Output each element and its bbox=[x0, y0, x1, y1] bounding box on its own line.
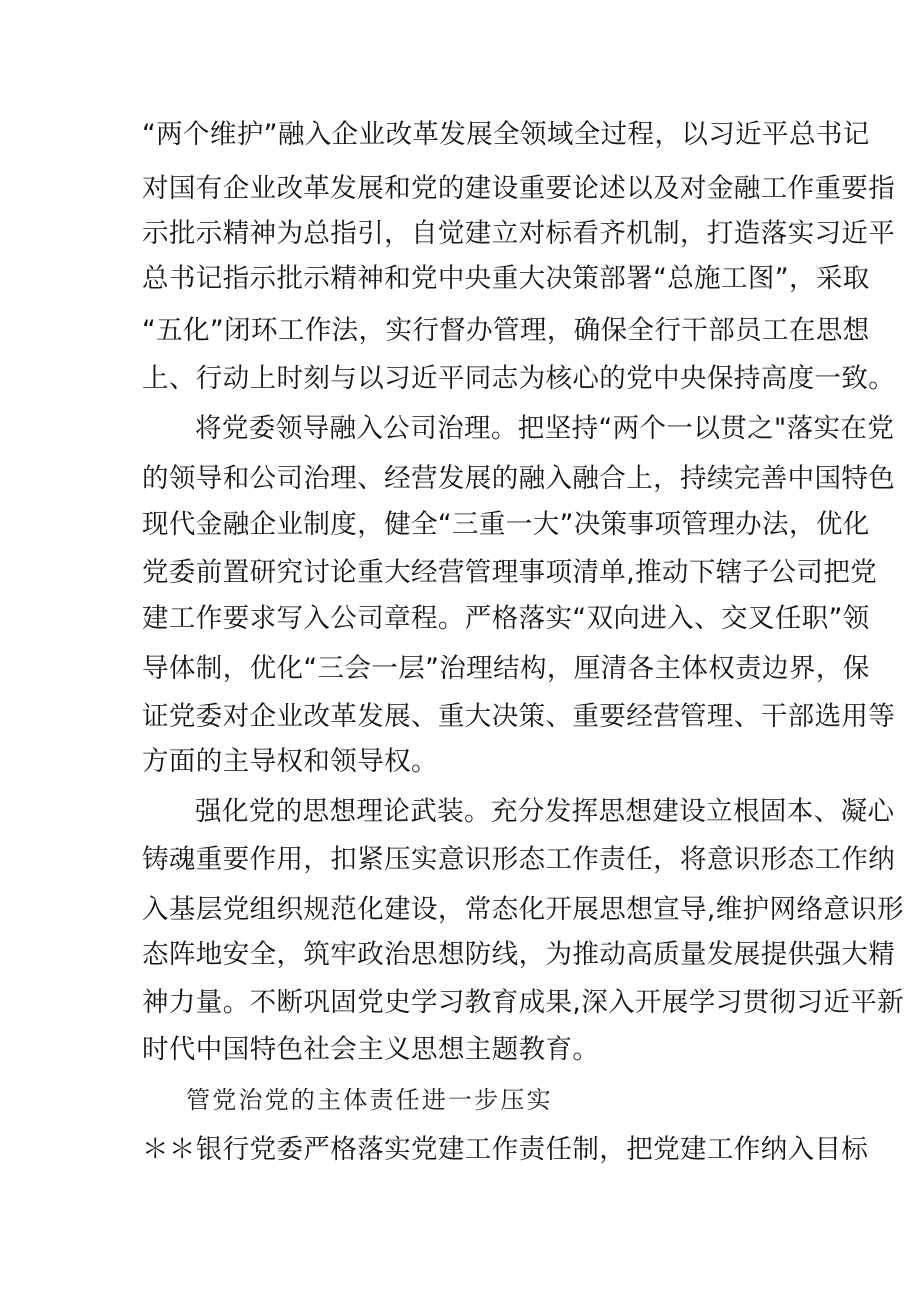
paragraph-line: “两个维护”融入企业改革发展全领域全过程，以习近平总书记 bbox=[142, 119, 870, 150]
section-subheading: 管党治党的主体责任进一步压实 bbox=[186, 1086, 553, 1114]
paragraph-line: 现代金融企业制度，健全“三重一大”决策事项管理办法，优化 bbox=[142, 509, 870, 540]
paragraph-line: 方面的主导权和领导权。 bbox=[142, 746, 438, 777]
paragraph-line: 上、行动上时刻与以习近平同志为核心的党中央保持高度一致。 bbox=[142, 363, 896, 394]
paragraph-line: 的领导和公司治理、经营发展的融入融合上，持续完善中国特色 bbox=[142, 463, 896, 494]
paragraph-line: 示批示精神为总指引，自觉建立对标看齐机制，打造落实习近平 bbox=[142, 218, 896, 249]
paragraph-line: 将党委领导融入公司治理。把坚持“两个一以贯之"落实在党 bbox=[195, 413, 895, 444]
paragraph-line: 导体制，优化“三会一层”治理结构，厘清各主体权责边界，保 bbox=[142, 653, 870, 684]
paragraph-line: 证党委对企业改革发展、重大决策、重要经营管理、干部选用等 bbox=[142, 701, 896, 732]
paragraph-line: 建工作要求写入公司章程。严格落实“双向进入、交叉任职”领 bbox=[142, 603, 870, 634]
paragraph-line: 神力量。不断巩固党史学习教育成果,深入开展学习贯彻习近平新 bbox=[142, 987, 905, 1018]
paragraph-line: “五化”闭环工作法，实行督办管理，确保全行干部员工在思想 bbox=[142, 315, 870, 346]
paragraph-line: ＊＊银行党委严格落实党建工作责任制，把党建工作纳入目标 bbox=[142, 1134, 869, 1165]
paragraph-line: 铸魂重要作用，扣紧压实意识形态工作责任，将意识形态工作纳 bbox=[142, 844, 896, 875]
paragraph-line: 对国有企业改革发展和党的建设重要论述以及对金融工作重要指 bbox=[142, 173, 896, 204]
paragraph-line: 态阵地安全，筑牢政治思想防线，为推动高质量发展提供强大精 bbox=[142, 939, 896, 970]
paragraph-line: 入基层党组织规范化建设，常态化开展思想宣导,维护网络意识形 bbox=[142, 894, 905, 925]
paragraph-line: 强化党的思想理论武装。充分发挥思想建设立根固本、凝心 bbox=[195, 796, 895, 827]
paragraph-line: 时代中国特色社会主义思想主题教育。 bbox=[142, 1034, 600, 1065]
paragraph-line: 党委前置研究讨论重大经营管理事项清单,推动下辖子公司把党 bbox=[142, 557, 878, 588]
paragraph-line: 总书记指示批示精神和党中央重大决策部署“总施工图”，采取 bbox=[142, 263, 870, 294]
